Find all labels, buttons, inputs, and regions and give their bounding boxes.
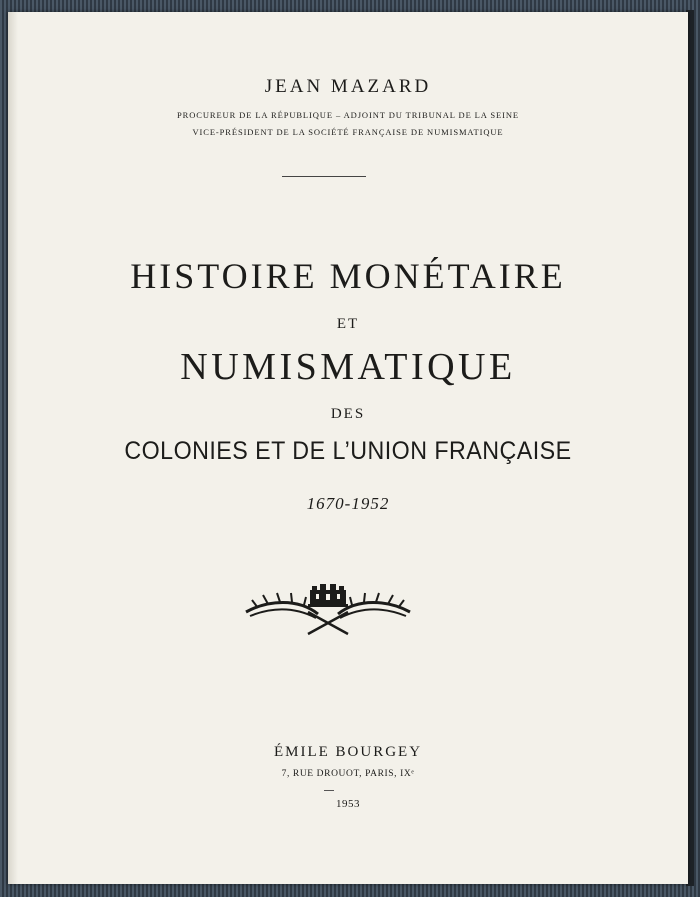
title-line-2: NUMISMATIQUE [180,346,516,388]
title-conjunction-1: ET [336,316,360,332]
title-conjunction-2: DES [330,406,366,422]
title-line-1: HISTOIRE MONÉTAIRE [130,256,566,296]
divider-rule [282,176,366,177]
author-office-1: PROCUREUR DE LA RÉPUBLIQUE – ADJOINT DU TRIBUNAL DE LA SEINE [177,110,519,120]
title-dates: 1670-1952 [306,494,390,513]
author-office-2: VICE-PRÉSIDENT DE LA SOCIÉTÉ FRANÇAISE DE NUMISMATIQUE [192,127,504,137]
address-dash [324,790,334,791]
title-line-3: COLONIES ET DE L’UNION FRANÇAISE [124,437,572,465]
publisher-name: ÉMILE BOURGEY [273,744,423,760]
publication-year: 1953 [336,798,360,810]
title-page [8,12,688,884]
mural-crown-with-palm-branches-icon [238,582,418,642]
publisher-address: 7, RUE DROUOT, PARIS, IXᵉ [281,769,415,779]
author-name: JEAN MAZARD [264,76,432,97]
